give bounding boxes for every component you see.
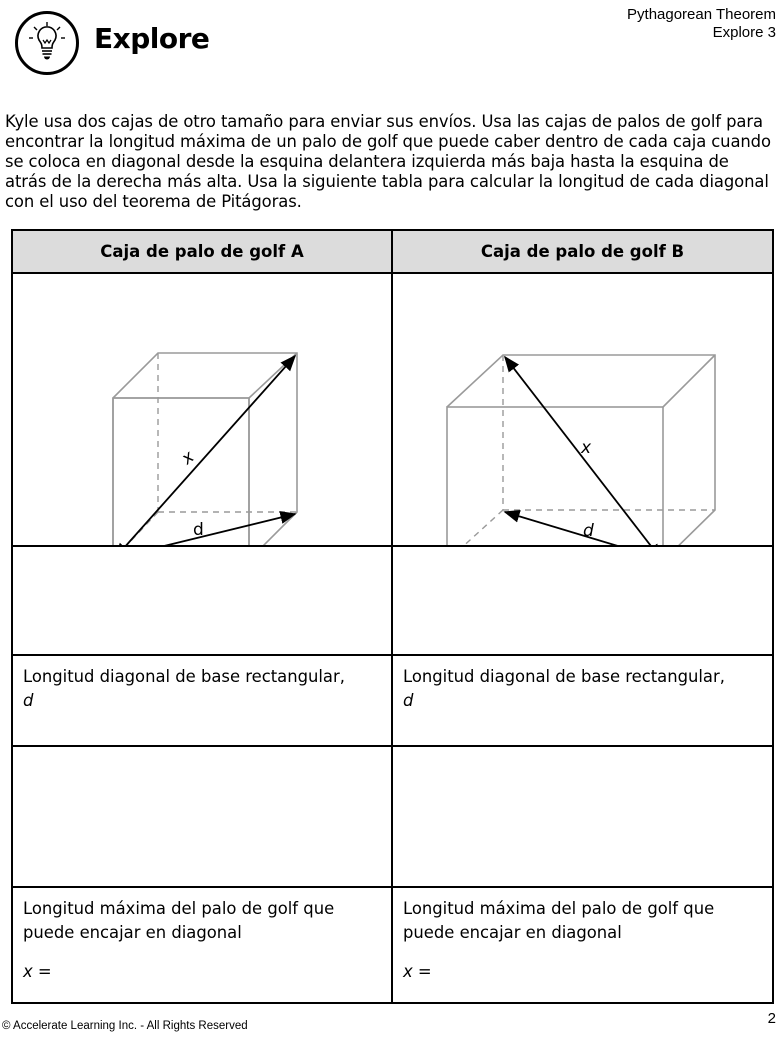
box-b-x-equals[interactable]: x =: [403, 962, 432, 981]
box-b-label-d: d: [583, 521, 594, 541]
box-b-front-face: [447, 407, 663, 545]
worksheet-table: [11, 229, 774, 1004]
box-b-base-diagonal-var: d: [403, 691, 414, 710]
column-header-box-b: Caja de palo de golf B: [392, 230, 773, 273]
box-b-max-length-label-1: Longitud máxima del palo de golf que: [403, 899, 715, 918]
box-a-x-equals[interactable]: x =: [23, 962, 52, 981]
box-a-hidden-edges: [113, 353, 297, 545]
box-a-max-length-label-2: puede encajar en diagonal: [23, 923, 242, 942]
box-b-figure-cell: [392, 273, 773, 546]
page-number: 2: [767, 1010, 776, 1027]
lesson-section: Explore 3: [712, 24, 776, 41]
box-a-edges: [113, 398, 249, 545]
box-b-max-length-label-2: puede encajar en diagonal: [403, 923, 622, 942]
box-a-base-diagonal-var: d: [23, 691, 34, 710]
box-b-work-area-1[interactable]: [392, 546, 773, 655]
section-title: Explore: [94, 22, 210, 55]
column-header-box-a: Caja de palo de golf A: [12, 230, 392, 273]
box-a-front-face: [113, 398, 249, 545]
box-a-figure-cell: [12, 273, 392, 546]
box-a-label-x: x: [177, 447, 199, 469]
box-b-max-length-cell: [392, 887, 773, 1003]
copyright-notice: © Accelerate Learning Inc. - All Rights Reserved: [2, 1020, 248, 1032]
box-b-work-area-2[interactable]: [392, 746, 773, 887]
box-b-label-x: x: [581, 438, 592, 458]
box-a-diagram: [13, 274, 391, 545]
lesson-subject: Pythagorean Theorem: [627, 6, 776, 23]
box-a-label-d: d: [193, 520, 204, 540]
box-a-base-diagonal-label: Longitud diagonal de base rectangular,: [23, 667, 345, 686]
instructions-paragraph: Kyle usa dos cajas de otro tamaño para enviar sus envíos. Usa las cajas de palos de golf para encontrar la longitud máxima de un palo de golf que puede caber dentro de cada caja cuando se coloca en diagonal desde la esquina delantera izquierda más baja hasta la esquina de atrás de la derecha más alta. Usa la siguiente tabla para calcular la longitud de cada diagonal con el uso del teorema de Pitágoras.: [5, 112, 771, 211]
lightbulb-icon: [14, 10, 80, 76]
box-a-max-length-cell: [12, 887, 392, 1003]
box-a-work-area-2[interactable]: [12, 746, 392, 887]
box-a-base-diagonal-cell: [12, 655, 392, 746]
box-b-base-diagonal-label: Longitud diagonal de base rectangular,: [403, 667, 725, 686]
box-b-diagram: [393, 274, 772, 545]
box-b-base-diagonal-cell: [392, 655, 773, 746]
lesson-info: [627, 6, 776, 42]
box-a-top-right-edges: [113, 353, 297, 545]
box-a-space-diagonal-arrow: [115, 356, 295, 545]
box-a-work-area-1[interactable]: [12, 546, 392, 655]
box-a-max-length-label-1: Longitud máxima del palo de golf que: [23, 899, 335, 918]
